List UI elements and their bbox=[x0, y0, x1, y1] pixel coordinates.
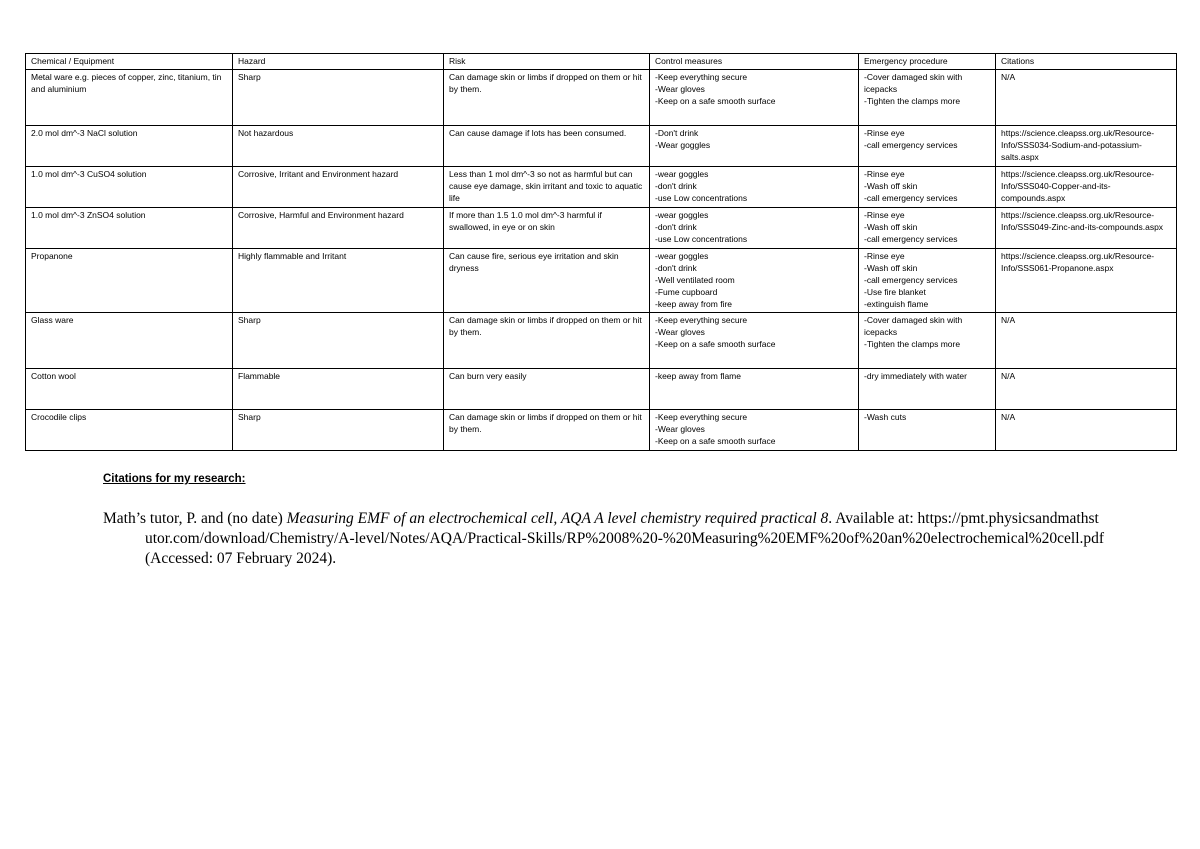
cell-citation: N/A bbox=[996, 410, 1177, 451]
emergency-line: -Tighten the clamps more bbox=[864, 339, 961, 349]
cell-chemical: Propanone bbox=[26, 249, 233, 313]
control-line: -Keep on a safe smooth surface bbox=[655, 96, 776, 106]
table-row bbox=[26, 70, 1177, 126]
citations-heading: Citations for my research: bbox=[103, 473, 246, 485]
emergency-line: -Rinse eye bbox=[864, 128, 905, 138]
cell-citation: https://science.cleapss.org.uk/Resource-Info/SSS034-Sodium-and-potassium-salts.aspx bbox=[996, 126, 1177, 167]
citation-title: Measuring EMF of an electrochemical cell, AQA A level chemistry required practical 8 bbox=[286, 510, 829, 527]
cell-hazard: Sharp bbox=[233, 70, 444, 126]
cell-hazard: Highly flammable and Irritant bbox=[233, 249, 444, 313]
table-row bbox=[26, 208, 1177, 249]
control-line: -keep away from fire bbox=[655, 299, 732, 309]
control-line: -use Low concentrations bbox=[655, 234, 748, 244]
control-line: -don't drink bbox=[655, 263, 697, 273]
cell-control-measures bbox=[650, 313, 859, 369]
emergency-line: -call emergency services bbox=[864, 275, 958, 285]
cell-control-measures bbox=[650, 410, 859, 451]
cell-control-measures bbox=[650, 249, 859, 313]
citation-author: Math’s tutor, P. and (no date) bbox=[103, 510, 287, 527]
table-row bbox=[26, 410, 1177, 451]
risk-assessment-table bbox=[25, 53, 1177, 451]
control-line: -Well ventilated room bbox=[655, 275, 735, 285]
cell-hazard: Sharp bbox=[233, 410, 444, 451]
cell-hazard: Not hazardous bbox=[233, 126, 444, 167]
control-line: -Keep everything secure bbox=[655, 315, 748, 325]
header-risk: Risk bbox=[444, 54, 650, 70]
header-control-measures: Control measures bbox=[650, 54, 859, 70]
cell-risk: Can cause damage if lots has been consumed. bbox=[444, 126, 650, 167]
cell-hazard: Corrosive, Irritant and Environment hazard bbox=[233, 167, 444, 208]
emergency-line: -call emergency services bbox=[864, 140, 958, 150]
cell-chemical: Crocodile clips bbox=[26, 410, 233, 451]
control-line: -wear goggles bbox=[655, 251, 709, 261]
cell-control-measures bbox=[650, 126, 859, 167]
cell-citation: N/A bbox=[996, 70, 1177, 126]
cell-control-measures bbox=[650, 167, 859, 208]
table-row bbox=[26, 369, 1177, 410]
cell-citation: https://science.cleapss.org.uk/Resource-Info/SSS049-Zinc-and-its-compounds.aspx bbox=[996, 208, 1177, 249]
table-row bbox=[26, 313, 1177, 369]
cell-citation: https://science.cleapss.org.uk/Resource-Info/SSS040-Copper-and-its-compounds.aspx bbox=[996, 167, 1177, 208]
control-line: -Wear gloves bbox=[655, 424, 705, 434]
control-line: -Don't drink bbox=[655, 128, 699, 138]
citation-entry bbox=[103, 509, 1105, 569]
cell-risk: Can cause fire, serious eye irritation and skin dryness bbox=[444, 249, 650, 313]
cell-risk: If more than 1.5 1.0 mol dm^-3 harmful if swallowed, in eye or on skin bbox=[444, 208, 650, 249]
table-row bbox=[26, 249, 1177, 313]
table-row bbox=[26, 126, 1177, 167]
control-line: -Keep on a safe smooth surface bbox=[655, 436, 776, 446]
cell-risk: Can damage skin or limbs if dropped on them or hit by them. bbox=[444, 313, 650, 369]
control-line: -Wear goggles bbox=[655, 140, 711, 150]
control-line: -Fume cupboard bbox=[655, 287, 718, 297]
cell-risk: Can burn very easily bbox=[444, 369, 650, 410]
table-row bbox=[26, 167, 1177, 208]
emergency-line: -dry immediately with water bbox=[864, 371, 967, 381]
control-line: -Wear gloves bbox=[655, 327, 705, 337]
emergency-line: -call emergency services bbox=[864, 234, 958, 244]
cell-emergency-procedure bbox=[859, 70, 996, 126]
emergency-line: -Wash off skin bbox=[864, 181, 918, 191]
cell-control-measures bbox=[650, 208, 859, 249]
control-line: -wear goggles bbox=[655, 210, 709, 220]
emergency-line: -Tighten the clamps more bbox=[864, 96, 961, 106]
emergency-line: -extinguish flame bbox=[864, 299, 929, 309]
cell-emergency-procedure bbox=[859, 369, 996, 410]
control-line: -Keep on a safe smooth surface bbox=[655, 339, 776, 349]
cell-emergency-procedure bbox=[859, 249, 996, 313]
control-line: -use Low concentrations bbox=[655, 193, 748, 203]
cell-chemical: Metal ware e.g. pieces of copper, zinc, titanium, tin and aluminium bbox=[26, 70, 233, 126]
cell-risk: Can damage skin or limbs if dropped on them or hit by them. bbox=[444, 410, 650, 451]
cell-chemical: 1.0 mol dm^-3 ZnSO4 solution bbox=[26, 208, 233, 249]
cell-citation: N/A bbox=[996, 313, 1177, 369]
emergency-line: -Use fire blanket bbox=[864, 287, 926, 297]
cell-chemical: Glass ware bbox=[26, 313, 233, 369]
cell-emergency-procedure bbox=[859, 208, 996, 249]
control-line: -don't drink bbox=[655, 222, 697, 232]
control-line: -Keep everything secure bbox=[655, 412, 748, 422]
cell-citation: N/A bbox=[996, 369, 1177, 410]
emergency-line: -Rinse eye bbox=[864, 251, 905, 261]
control-line: -Keep everything secure bbox=[655, 72, 748, 82]
cell-chemical: 1.0 mol dm^-3 CuSO4 solution bbox=[26, 167, 233, 208]
emergency-line: -Wash off skin bbox=[864, 263, 918, 273]
emergency-line: -Cover damaged skin with icepacks bbox=[864, 315, 963, 337]
control-line: -wear goggles bbox=[655, 169, 709, 179]
cell-risk: Less than 1 mol dm^-3 so not as harmful but can cause eye damage, skin irritant and toxic to aquatic life bbox=[444, 167, 650, 208]
header-hazard: Hazard bbox=[233, 54, 444, 70]
cell-hazard: Sharp bbox=[233, 313, 444, 369]
emergency-line: -Cover damaged skin with icepacks bbox=[864, 72, 963, 94]
table-header-row bbox=[26, 54, 1177, 70]
emergency-line: -Rinse eye bbox=[864, 169, 905, 179]
cell-emergency-procedure bbox=[859, 126, 996, 167]
emergency-line: -Rinse eye bbox=[864, 210, 905, 220]
header-chemical: Chemical / Equipment bbox=[26, 54, 233, 70]
cell-emergency-procedure bbox=[859, 410, 996, 451]
control-line: -Wear gloves bbox=[655, 84, 705, 94]
cell-chemical: 2.0 mol dm^-3 NaCl solution bbox=[26, 126, 233, 167]
citation-rest: . Available at: https://pmt.physicsandmathstutor.com/download/Chemistry/A-level/Notes/AQA/Practical-Skills/RP%2008%20-%20Measuring%20EMF%20of%20an%20electrochemical%20cell.pdf (Accessed: 07 February 2024). bbox=[145, 510, 1105, 567]
control-line: -don't drink bbox=[655, 181, 697, 191]
cell-hazard: Corrosive, Harmful and Environment hazard bbox=[233, 208, 444, 249]
header-emergency-procedure: Emergency procedure bbox=[859, 54, 996, 70]
cell-citation: https://science.cleapss.org.uk/Resource-Info/SSS061-Propanone.aspx bbox=[996, 249, 1177, 313]
cell-emergency-procedure bbox=[859, 313, 996, 369]
cell-hazard: Flammable bbox=[233, 369, 444, 410]
cell-emergency-procedure bbox=[859, 167, 996, 208]
emergency-line: -call emergency services bbox=[864, 193, 958, 203]
header-citations: Citations bbox=[996, 54, 1177, 70]
cell-control-measures bbox=[650, 70, 859, 126]
cell-chemical: Cotton wool bbox=[26, 369, 233, 410]
emergency-line: -Wash cuts bbox=[864, 412, 907, 422]
emergency-line: -Wash off skin bbox=[864, 222, 918, 232]
cell-risk: Can damage skin or limbs if dropped on them or hit by them. bbox=[444, 70, 650, 126]
cell-control-measures bbox=[650, 369, 859, 410]
control-line: -keep away from flame bbox=[655, 371, 741, 381]
